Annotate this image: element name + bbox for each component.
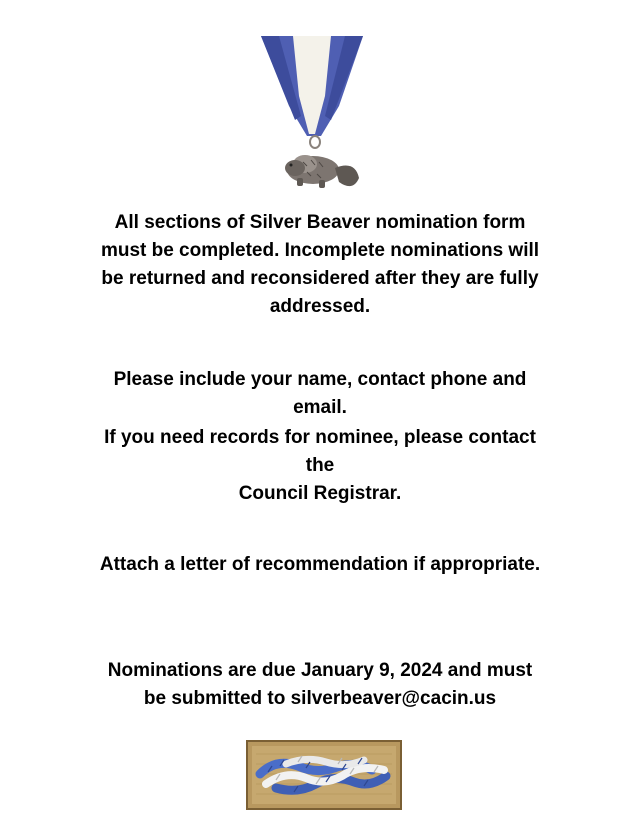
notice-line: addressed.: [269, 296, 371, 317]
records-instruction: [60, 424, 580, 508]
instruction-line: Please include your name, contact phone and: [113, 369, 527, 390]
instruction-line: Council Registrar.: [238, 483, 402, 504]
recommendation-instruction: [60, 551, 580, 579]
form-completion-notice: [60, 209, 580, 321]
deadline-line: Nominations are due January 9, 2024 and must: [107, 660, 533, 681]
notice-line: All sections of Silver Beaver nomination form: [114, 212, 526, 233]
instruction-line: email.: [293, 397, 347, 418]
contact-info-instruction: [60, 366, 580, 422]
square-knot-patch-icon: [246, 740, 402, 810]
deadline-line: be submitted to silverbeaver@cacin.us: [143, 688, 497, 709]
instruction-line: If you need records for nominee, please contact: [104, 427, 536, 448]
instruction-line: the: [305, 455, 335, 476]
instruction-line: Attach a letter of recommendation if appropriate.: [99, 554, 541, 575]
notice-line: be returned and reconsidered after they are fully: [101, 268, 539, 289]
notice-line: must be completed. Incomplete nominations will: [100, 240, 540, 261]
deadline-notice: [60, 657, 580, 713]
silver-beaver-medal-icon: [255, 36, 369, 198]
